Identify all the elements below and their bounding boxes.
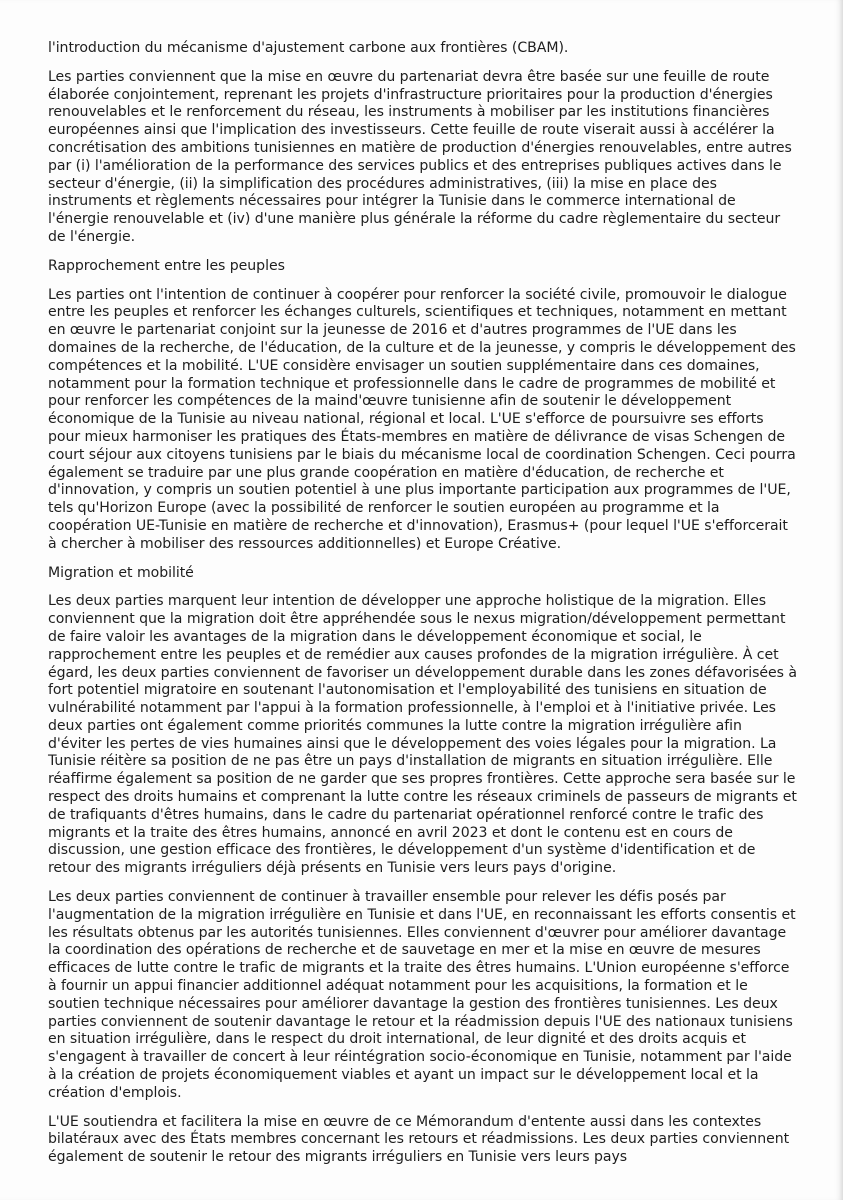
paragraph-migration-approach: Les deux parties marquent leur intention de développer une approche holistique de la migration. Elles conviennent que la migration doit être appréhendée sous le nexus migration/développement permettant de faire valoir les avantages de la migration dans le développement économique et social, le rapprochement entre les peuples et de remédier aux causes profondes de la migration irrégulière. À cet égard, les deux parties conviennent de favoriser un développement durable dans les zones défavorisées à fort potentiel migratoire en soutenant l'autonomisation et l'employabilité des tunisiens en situation de vulnérabilité notamment par l'appui à la formation professionnelle, à l'emploi et à l'initiative privée. Les deux parties ont également comme priorités communes la lutte contre la migration irrégulière afin d'éviter les pertes de vies humaines ainsi que le développement des voies légales pour la migration. La Tunisie réitère sa position de ne pas être un pays d'installation de migrants en situation irrégulière. Elle réaffirme également sa position de ne garder que ses propres frontières. Cette approche sera basée sur le respect des droits humains et comprenant la lutte contre les réseaux criminels de passeurs de migrants et de trafiquants d'êtres humains, dans le cadre du partenariat opérationnel renforcé contre le trafic des migrants et la traite des êtres humains, annoncé en avril 2023 et dont le contenu est en cours de discussion, une gestion efficace des frontières, le développement d'un système d'identification et de retour des migrants irréguliers déjà présents en Tunisie vers leurs pays d'origine. [48, 593, 797, 877]
section-heading-migration: Migration et mobilité [48, 564, 194, 581]
paragraph-people-cooperation: Les parties ont l'intention de continuer à coopérer pour renforcer la société civile, promouvoir le dialogue entre les peuples et renforcer les échanges culturels, scientifiques et techniques, notamment en mettant en œuvre le partenariat conjoint sur la jeunesse de 2016 et d'autres programmes de l'UE dans les domaines de la recherche, de l'éducation, de la culture et de la jeunesse, y compris le développement des compétences et la mobilité. L'UE considère envisager un soutien supplémentaire dans ces domaines, notamment pour la formation technique et professionnelle dans le cadre de programmes de mobilité et pour renforcer les compétences de la maind'œuvre tunisienne afin de soutenir le développement économique de la Tunisie au niveau national, régional et local. L'UE s'efforce de poursuivre ses efforts pour mieux harmoniser les pratiques des États-membres en matière de délivrance de visas Schengen de court séjour aux citoyens tunisiens par le biais du mécanisme local de coordination Schengen. Ceci pourra également se traduire par une plus grande coopération en matière d'éducation, de recherche et d'innovation, y compris un soutien potentiel à une plus importante participation aux programmes de l'UE, tels qu'Horizon Europe (avec la possibilité de renforcer le soutien européen au programme et la coopération UE-Tunisie en matière de recherche et d'innovation), Erasmus+ (pour lequel l'UE s'efforcerait à chercher à mobiliser des ressources additionnelles) et Europe Créative. [48, 286, 796, 552]
paragraph-returns-readmissions: L'UE soutiendra et facilitera la mise en œuvre de ce Mémorandum d'entente aussi dans les contextes bilatéraux avec des États membres concernant les retours et réadmissions. Les deux parties conviennent également de soutenir le retour des migrants irréguliers en Tunisie vers leurs pays [48, 1113, 790, 1166]
section-heading-rapprochement: Rapprochement entre les peuples [48, 257, 285, 274]
paragraph-energy-roadmap: Les parties conviennent que la mise en œuvre du partenariat devra être basée sur une feuille de route élaborée conjointement, reprenant les projets d'infrastructure prioritaires pour la production d'énergies renouvelables et le renforcement du réseau, les instruments à mobiliser par les institutions financières européennes ainsi que l'implication des investisseurs. Cette feuille de route viserait aussi à accélérer la concrétisation des ambitions tunisiennes en matière de production d'énergies renouvelables, entre autres par (i) l'amélioration de la performance des services publics et des entreprises publiques actives dans le secteur d'énergie, (ii) la simplification des procédures administratives, (iii) la mise en place des instruments et règlements nécessaires pour intégrer la Tunisie dans le commerce international de l'énergie renouvelable et (iv) d'une manière plus générale la réforme du cadre règlementaire du secteur de l'énergie. [48, 68, 792, 245]
document-body [48, 40, 798, 1178]
paragraph-migration-cooperation: Les deux parties conviennent de continuer à travailler ensemble pour relever les défis posés par l'augmentation de la migration irrégulière en Tunisie et dans l'UE, en reconnaissant les efforts consentis et les résultats obtenus par les autorités tunisiennes. Elles conviennent d'œuvrer pour améliorer davantage la coordination des opérations de recherche et de sauvetage en mer et la mise en œuvre de mesures efficaces de lutte contre le trafic de migrants et la traite des êtres humains. L'Union européenne s'efforce à fournir un appui financier additionnel adéquat notamment pour les acquisitions, la formation et le soutien technique nécessaires pour améliorer davantage la gestion des frontières tunisiennes. Les deux parties conviennent de soutenir davantage le retour et la réadmission depuis l'UE des nationaux tunisiens en situation irrégulière, dans le respect du droit international, de leur dignité et des droits acquis et s'engagent à travailler de concert à leur réintégration socio-économique en Tunisie, notamment par l'aide à la création de projets économiquement viables et ayant un impact sur le développement local et la création d'emplois. [48, 889, 796, 1101]
paragraph-cbam-intro: l'introduction du mécanisme d'ajustement carbone aux frontières (CBAM). [48, 40, 569, 56]
